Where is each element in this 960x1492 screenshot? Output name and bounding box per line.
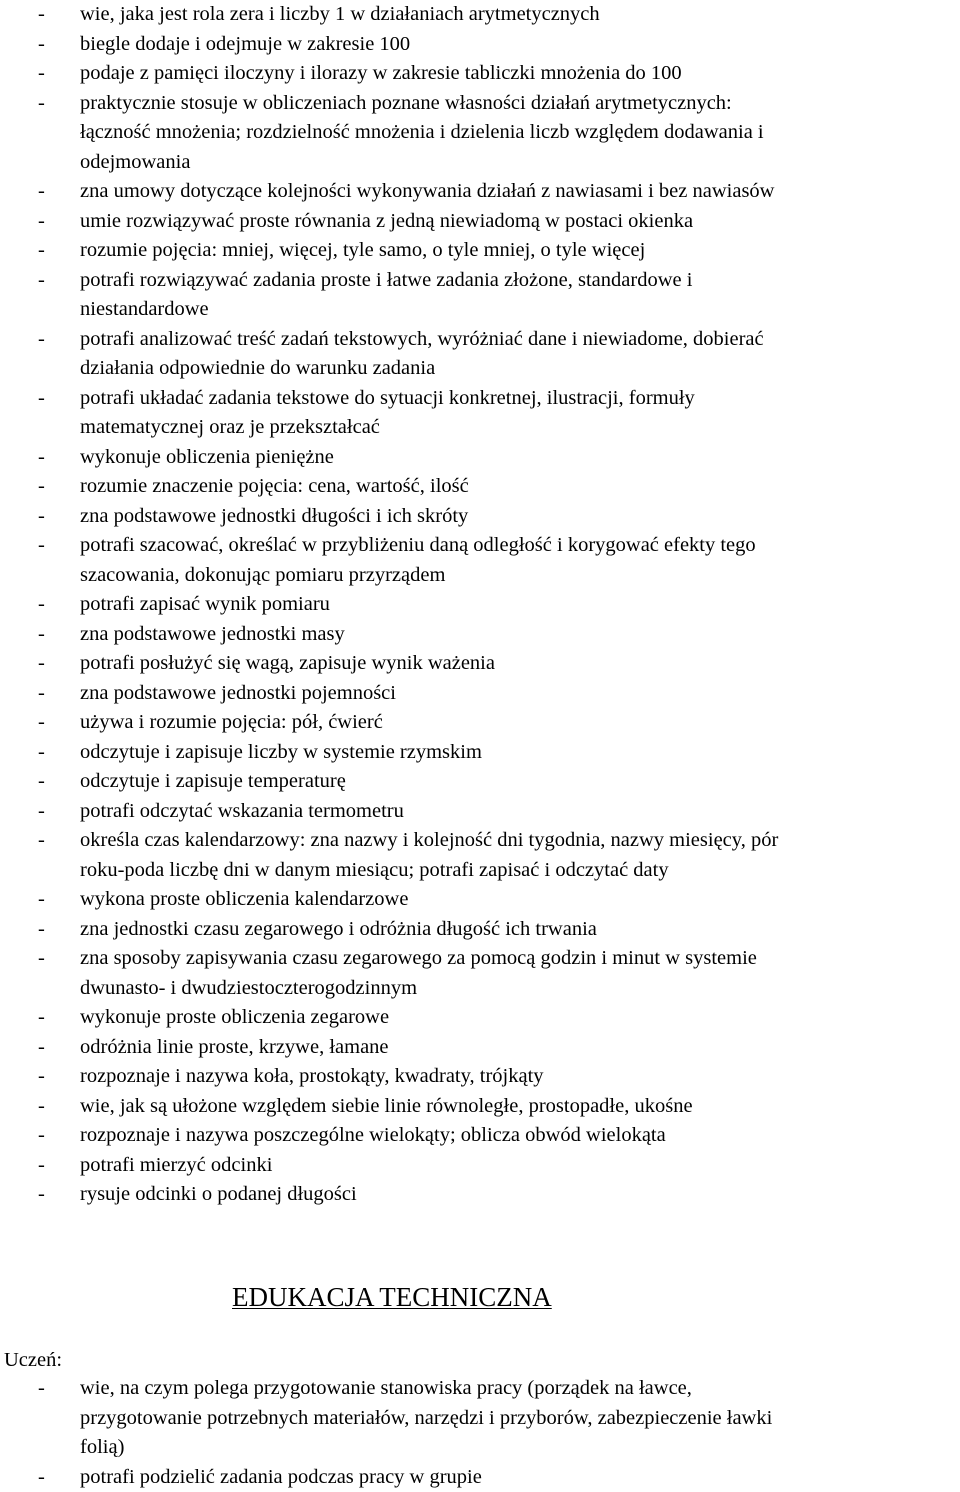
list-item-text: wykona proste obliczenia kalendarzowe xyxy=(80,888,409,910)
list-item xyxy=(0,89,960,178)
list-item xyxy=(0,266,960,325)
list-bullet: - xyxy=(38,711,45,733)
list-item-text: wie, na czym polega przygotowanie stanowiska pracy (porządek na ławce, przygotowanie potrzebnych materiałów, narzędzi i przyborów, zabezpieczenie ławki folią) xyxy=(80,1377,773,1458)
list-item-text: potrafi podzielić zadania podczas pracy w grupie xyxy=(80,1465,482,1488)
list-item-text: określa czas kalendarzowy: zna nazwy i kolejność dni tygodnia, nazwy miesięcy, pór roku-poda liczbę dni w danym miesiącu; potrafi zapisać i odczytać daty xyxy=(80,829,779,881)
list-bullet: - xyxy=(38,1377,45,1399)
list-item xyxy=(0,885,960,915)
list-item xyxy=(0,1003,960,1033)
list-item-text: zna sposoby zapisywania czasu zegarowego za pomocą godzin i minut w systemie dwunasto- i dwudziestoczterogodzinnym xyxy=(80,947,757,999)
requirements-list-technical xyxy=(0,1374,960,1492)
list-item-text: rozpoznaje i nazywa poszczególne wielokąty; oblicza obwód wielokąta xyxy=(80,1124,666,1146)
list-item xyxy=(0,1033,960,1063)
list-item xyxy=(0,649,960,679)
list-bullet: - xyxy=(38,770,45,792)
list-item xyxy=(0,679,960,709)
list-item-text: potrafi mierzyć odcinki xyxy=(80,1153,273,1176)
list-item xyxy=(0,0,960,30)
list-bullet: - xyxy=(38,1153,45,1176)
list-item-text: zna podstawowe jednostki długości i ich skróty xyxy=(80,504,469,527)
list-item-text: potrafi analizować treść zadań tekstowych, wyróżniać dane i niewiadome, dobierać działania odpowiednie do warunku zadania xyxy=(80,327,764,379)
list-item xyxy=(0,826,960,885)
list-bullet: - xyxy=(38,888,45,910)
list-bullet: - xyxy=(38,1006,45,1028)
list-bullet: - xyxy=(38,32,45,55)
list-bullet: - xyxy=(38,445,45,468)
list-item xyxy=(0,620,960,650)
list-bullet: - xyxy=(38,91,45,114)
list-bullet: - xyxy=(38,327,45,350)
list-item-text: odczytuje i zapisuje liczby w systemie rzymskim xyxy=(80,740,482,763)
list-bullet: - xyxy=(38,504,45,527)
list-bullet: - xyxy=(38,1065,45,1087)
list-item xyxy=(0,1463,960,1492)
list-item-text: potrafi odczytać wskazania termometru xyxy=(80,799,404,822)
list-bullet: - xyxy=(38,3,45,25)
list-bullet: - xyxy=(38,947,45,969)
list-item xyxy=(0,1062,960,1092)
list-bullet: - xyxy=(38,799,45,822)
list-item-text: rozumie pojęcia: mniej, więcej, tyle samo, o tyle mniej, o tyle więcej xyxy=(80,239,646,261)
list-bullet: - xyxy=(38,534,45,556)
list-item xyxy=(0,797,960,827)
list-bullet: - xyxy=(38,1183,45,1205)
list-item xyxy=(0,30,960,60)
list-item-text: zna umowy dotyczące kolejności wykonywania działań z nawiasami i bez nawiasów xyxy=(80,180,775,202)
list-bullet: - xyxy=(38,622,45,645)
list-item xyxy=(0,1151,960,1181)
list-item xyxy=(0,472,960,502)
list-item-text: potrafi układać zadania tekstowe do sytuacji konkretnej, ilustracji, formuły matematycznej oraz je przekształcać xyxy=(80,386,695,438)
list-bullet: - xyxy=(38,1094,45,1117)
list-item xyxy=(0,531,960,590)
list-item-text: zna jednostki czasu zegarowego i odróżnia długość ich trwania xyxy=(80,917,597,940)
list-item-text: potrafi rozwiązywać zadania proste i łatwe zadania złożone, standardowe i niestandardowe xyxy=(80,268,693,320)
list-item-text: umie rozwiązywać proste równania z jedną niewiadomą w postaci okienka xyxy=(80,209,694,232)
list-item xyxy=(0,384,960,443)
list-bullet: - xyxy=(38,917,45,940)
list-item-text: rozpoznaje i nazywa koła, prostokąty, kwadraty, trójkąty xyxy=(80,1065,544,1087)
list-item xyxy=(0,1180,960,1210)
list-item xyxy=(0,767,960,797)
list-item xyxy=(0,443,960,473)
list-item xyxy=(0,502,960,532)
list-item xyxy=(0,738,960,768)
list-bullet: - xyxy=(38,1035,45,1058)
list-item-text: używa i rozumie pojęcia: pół, ćwierć xyxy=(80,711,383,733)
list-bullet: - xyxy=(38,180,45,202)
list-bullet: - xyxy=(38,829,45,851)
list-item xyxy=(0,1121,960,1151)
list-item xyxy=(0,1374,960,1463)
list-item-text: potrafi posłużyć się wagą, zapisuje wynik ważenia xyxy=(80,652,495,674)
list-bullet: - xyxy=(38,209,45,232)
list-item-text: biegle dodaje i odejmuje w zakresie 100 xyxy=(80,32,411,55)
list-item-text: zna podstawowe jednostki masy xyxy=(80,622,345,645)
list-item xyxy=(0,236,960,266)
list-bullet: - xyxy=(38,593,45,615)
list-bullet: - xyxy=(38,1124,45,1146)
list-item-text: wie, jaka jest rola zera i liczby 1 w działaniach arytmetycznych xyxy=(80,3,600,25)
list-item xyxy=(0,915,960,945)
list-item-text: podaje z pamięci iloczyny i ilorazy w zakresie tabliczki mnożenia do 100 xyxy=(80,62,682,84)
list-item xyxy=(0,177,960,207)
list-item-text: praktycznie stosuje w obliczeniach poznane własności działań arytmetycznych: łączność mnożenia; rozdzielność mnożenia i dzielenia liczb względem dodawania i odejmowania xyxy=(80,91,764,173)
list-item xyxy=(0,59,960,89)
list-item-text: potrafi szacować, określać w przybliżeniu daną odległość i korygować efekty tego szacowania, dokonując pomiaru przyrządem xyxy=(80,534,756,586)
list-bullet: - xyxy=(38,652,45,674)
list-item-text: zna podstawowe jednostki pojemności xyxy=(80,681,396,704)
list-item-text: wie, jak są ułożone względem siebie linie równoległe, prostopadłe, ukośne xyxy=(80,1094,693,1117)
list-item xyxy=(0,590,960,620)
student-label: Uczeń: xyxy=(4,1349,63,1371)
list-item xyxy=(0,1092,960,1122)
list-bullet: - xyxy=(38,681,45,704)
list-bullet: - xyxy=(38,475,45,497)
list-bullet: - xyxy=(38,386,45,409)
list-item xyxy=(0,708,960,738)
list-item xyxy=(0,944,960,1003)
list-item-text: wykonuje obliczenia pieniężne xyxy=(80,445,334,468)
list-bullet: - xyxy=(38,268,45,291)
list-bullet: - xyxy=(38,239,45,261)
list-item xyxy=(0,207,960,237)
list-item-text: rysuje odcinki o podanej długości xyxy=(80,1183,357,1205)
list-bullet: - xyxy=(38,62,45,84)
list-item-text: wykonuje proste obliczenia zegarowe xyxy=(80,1006,390,1028)
list-item-text: odczytuje i zapisuje temperaturę xyxy=(80,770,346,792)
list-item-text: rozumie znaczenie pojęcia: cena, wartość, ilość xyxy=(80,475,469,497)
list-item xyxy=(0,325,960,384)
list-item-text: potrafi zapisać wynik pomiaru xyxy=(80,593,330,615)
list-bullet: - xyxy=(38,1465,45,1488)
list-item-text: odróżnia linie proste, krzywe, łamane xyxy=(80,1035,389,1058)
section-title: EDUKACJA TECHNICZNA xyxy=(232,1282,552,1312)
list-bullet: - xyxy=(38,740,45,763)
